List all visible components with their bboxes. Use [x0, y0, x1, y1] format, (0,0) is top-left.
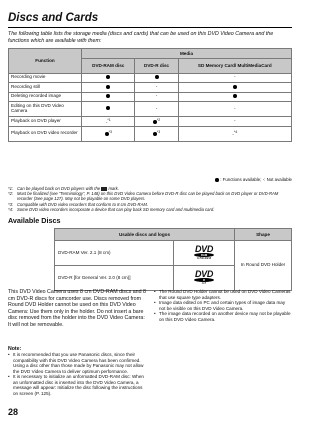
bullet-item: [154, 289, 292, 300]
footnote-key: *3:: [8, 201, 14, 207]
function-cell: Recording movie: [9, 73, 82, 83]
dvd-logo-sub2: 4.7/9.4/2.8: [196, 256, 212, 261]
legend-available: : Functions available;: [220, 177, 262, 182]
disc-bullets: [154, 289, 292, 323]
footnote-ref: *4: [233, 129, 238, 134]
footnote-ref: *1: [107, 117, 111, 122]
dvd-logo-sub: R: [202, 277, 206, 282]
function-cell: Deleting recorded image: [9, 92, 82, 102]
sd-card-column-header: SD Memory Card/ MultiMediaCard: [178, 58, 291, 73]
note-text: It is necessary to initialize an unformatted DVD-RAM disc: When an unformatted disc is inserted into the DVD Video Camera, a message will appear: Initialize the disc following the instructions on screen (P. 125).: [13, 374, 144, 396]
bullet-icon: •: [154, 311, 156, 317]
disc-name: DVD-R [for General Ver. 2.0 (8 cm)]: [55, 265, 174, 290]
usable-discs-header: Usable discs and logos: [55, 229, 235, 241]
availability-cell: [82, 73, 135, 83]
disc-name: DVD-RAM Ver. 2.1 (8 cm): [55, 240, 174, 265]
legend-not-available: -: Not available: [262, 177, 292, 182]
not-available-mark: -: [155, 105, 158, 111]
availability-cell: [82, 92, 135, 102]
footnote-text-before: Must be finalized (see “Terminology”, P. 148) on this DVD Video Camera before DVD-R disc can be played back on DVD player or DVD-RAM recorder (See page 127). May not be playable on some DVD players.: [17, 191, 279, 202]
disc-shape: In Round DVD Holder: [235, 240, 292, 290]
function-column-header: Function: [9, 49, 82, 74]
availability-cell: [135, 117, 178, 127]
bullet-item: [154, 300, 292, 311]
available-dot-icon: [106, 75, 110, 79]
table-row: [55, 240, 292, 265]
bullet-icon: •: [154, 289, 156, 294]
available-discs-table: [54, 228, 292, 291]
table-row: [9, 73, 292, 83]
not-available-mark: -: [234, 105, 236, 111]
table-row: [9, 126, 292, 141]
table-row: [9, 102, 292, 117]
not-available-mark: -: [234, 117, 236, 123]
footnote-text-before: Can be played back on DVD players with the: [17, 186, 101, 191]
not-available-mark: -: [234, 74, 236, 80]
media-table-body: [9, 73, 292, 141]
footnote-ref: *3: [156, 129, 161, 134]
bullet-text: The Round DVD Holder cannot be used on DVD Video Cameras that use square type adapters.: [159, 289, 291, 300]
footnotes: [8, 186, 292, 212]
dvd-r-logo: [174, 265, 235, 290]
availability-cell: [135, 92, 178, 102]
available-dot-icon: [155, 75, 159, 79]
function-cell: Playback on DVD player: [9, 117, 82, 127]
footnote: [8, 191, 292, 201]
availability-cell: [135, 126, 178, 141]
footnote-text: [17, 207, 214, 212]
availability-cell: [178, 73, 291, 83]
dvd-logo-sub: RAM: [200, 252, 208, 257]
availability-cell: [178, 126, 291, 141]
not-available-mark: -: [155, 83, 158, 89]
dvd-ram-column-header: DVD-RAM disc: [82, 58, 135, 73]
intro-text: The following table lists the storage media (discs and cards) that can be used on this DVD Video Camera and the functions which are available with them:: [8, 31, 274, 44]
not-available-mark: -: [232, 131, 234, 137]
availability-cell: [82, 83, 135, 93]
dvd-r-column-header: DVD-R disc: [135, 58, 178, 73]
bullet-text: The image data recorded on another device may not be playable on this DVD Video Camera.: [159, 311, 291, 322]
page-title: Discs and Cards: [8, 12, 99, 24]
footnote-text-before: Compatible with DVD video recorders that conform to 8 cm DVD-RAM.: [17, 201, 149, 207]
availability-cell: [178, 83, 291, 93]
notes-list: [8, 352, 148, 396]
dvd-logo-text: DVD: [194, 243, 214, 254]
note-text: It is recommended that you use Panasonic discs, since their compatibility with this DVD Video Camera has been confirmed. Using a disc other than those made by Panasonic may not allow the DVD Video Camera to deliver optimum performance.: [13, 352, 144, 374]
footnote-key: *1:: [8, 186, 14, 191]
bullet-text: Image data edited on PC and certain types of image data may not be visible on this DVD Video Camera.: [159, 300, 286, 311]
footnote: [8, 207, 292, 212]
dvd-ram-logo: [174, 240, 235, 265]
table-legend: [215, 177, 292, 182]
availability-cell: [82, 126, 135, 141]
availability-cell: [135, 102, 178, 117]
available-dot-icon: [233, 85, 237, 89]
bullet-icon: •: [8, 374, 10, 380]
disc-usage-text: This DVD Video Camera uses 8 cm DVD-RAM discs and 8 cm DVD-R discs for camcorder use. Discs removed from Round DVD Holder cannot be used on this DVD Video Camera: Use them only in the holder. Do not insert a bare disc removed from the holder into the DVD Video Camera: It will not be removable.: [8, 289, 146, 328]
availability-cell: [178, 117, 291, 127]
media-function-table: [8, 48, 292, 142]
shape-header: Shape: [235, 229, 292, 241]
dvd-logo-text: DVD: [194, 268, 214, 279]
footnote-text-after: mark.: [108, 186, 119, 191]
available-dot-icon: [215, 178, 219, 182]
bullet-item: [154, 311, 292, 322]
availability-cell: [82, 117, 135, 127]
available-dot-icon: [106, 106, 110, 110]
availability-cell: [178, 102, 291, 117]
available-dot-icon: [233, 94, 237, 98]
bullet-icon: •: [8, 352, 10, 357]
notes-heading: Note:: [8, 346, 22, 352]
function-cell: Recording still: [9, 83, 82, 93]
footnote-ref: *3: [108, 129, 112, 134]
available-dot-icon: [106, 94, 110, 98]
dvd-logo-sub2: 4.7: [201, 281, 207, 286]
function-cell: Editing on this DVD Video Camera: [9, 102, 82, 117]
availability-cell: [82, 102, 135, 117]
bullet-icon: •: [154, 300, 156, 306]
footnote-text-before: Some DVD video recorders incorporate a device that can play back SD memory card and multimedia card.: [17, 206, 215, 212]
title-divider: [8, 27, 292, 28]
footnote-key: *2:: [8, 191, 14, 197]
availability-cell: [135, 83, 178, 93]
not-available-mark: -: [155, 93, 158, 99]
section-heading: Available Discs: [8, 216, 61, 225]
media-group-header: Media: [82, 49, 292, 59]
table-row: [9, 117, 292, 127]
table-row: [9, 83, 292, 93]
note-item: [8, 352, 148, 374]
available-dot-icon: [106, 85, 110, 89]
not-available-mark: -: [105, 119, 108, 125]
availability-cell: [135, 73, 178, 83]
function-cell: Playback on DVD video recorder: [9, 126, 82, 141]
footnote-text: [17, 191, 292, 201]
note-item: [8, 374, 148, 396]
footnote-key: *4:: [8, 206, 14, 212]
availability-cell: [178, 92, 291, 102]
dvd-ram-mark-icon: [101, 187, 107, 191]
footnote-ref: *2: [156, 117, 161, 122]
table-row: [9, 92, 292, 102]
page-number: 28: [8, 407, 19, 417]
